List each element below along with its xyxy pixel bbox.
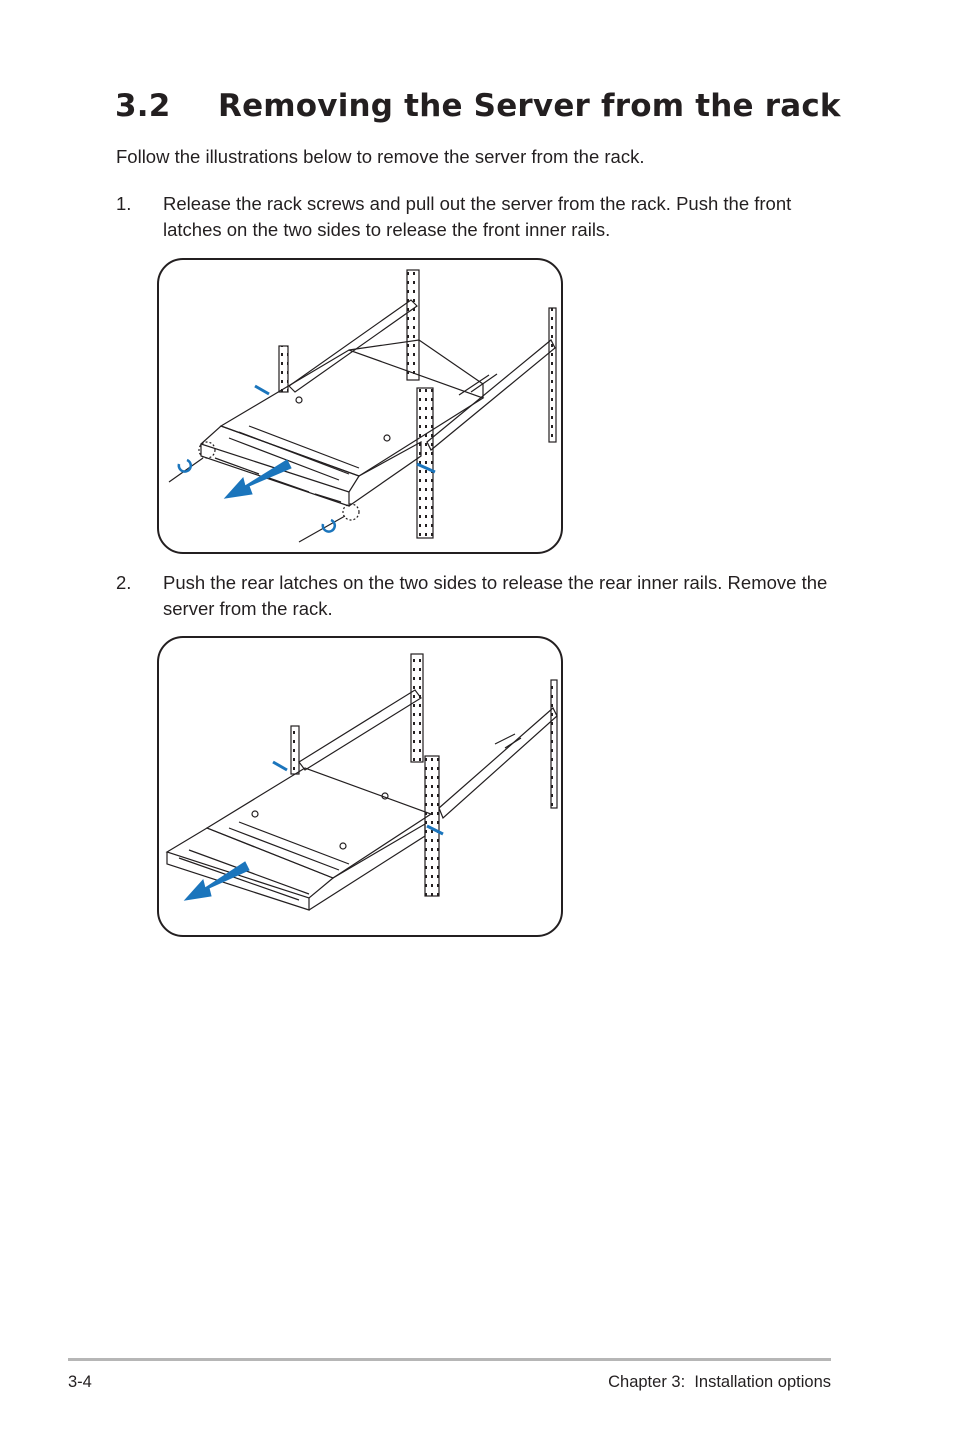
step-text: Release the rack screws and pull out the server from the rack. Push the front latches on the two sides to release the front inner rails. xyxy=(163,193,792,240)
section-heading xyxy=(115,88,841,124)
step-number: 1. xyxy=(116,193,132,214)
footer-divider xyxy=(68,1358,831,1361)
rack-front-latch-diagram xyxy=(159,260,561,552)
section-number: 3.2 xyxy=(115,88,171,124)
section-title: Removing the Server from the rack xyxy=(218,88,841,124)
page-number: 3-4 xyxy=(68,1373,92,1391)
chapter-label: Chapter 3: Installation options xyxy=(608,1373,831,1391)
step-number: 2. xyxy=(116,572,132,593)
illustration-release-front-latches xyxy=(157,258,563,554)
illustration-release-rear-latches xyxy=(157,636,563,937)
rack-rear-latch-diagram xyxy=(159,638,561,935)
step-text: Push the rear latches on the two sides to release the rear inner rails. Remove the server from the rack. xyxy=(163,572,828,619)
intro-text: Follow the illustrations below to remove the server from the rack. xyxy=(116,146,645,167)
